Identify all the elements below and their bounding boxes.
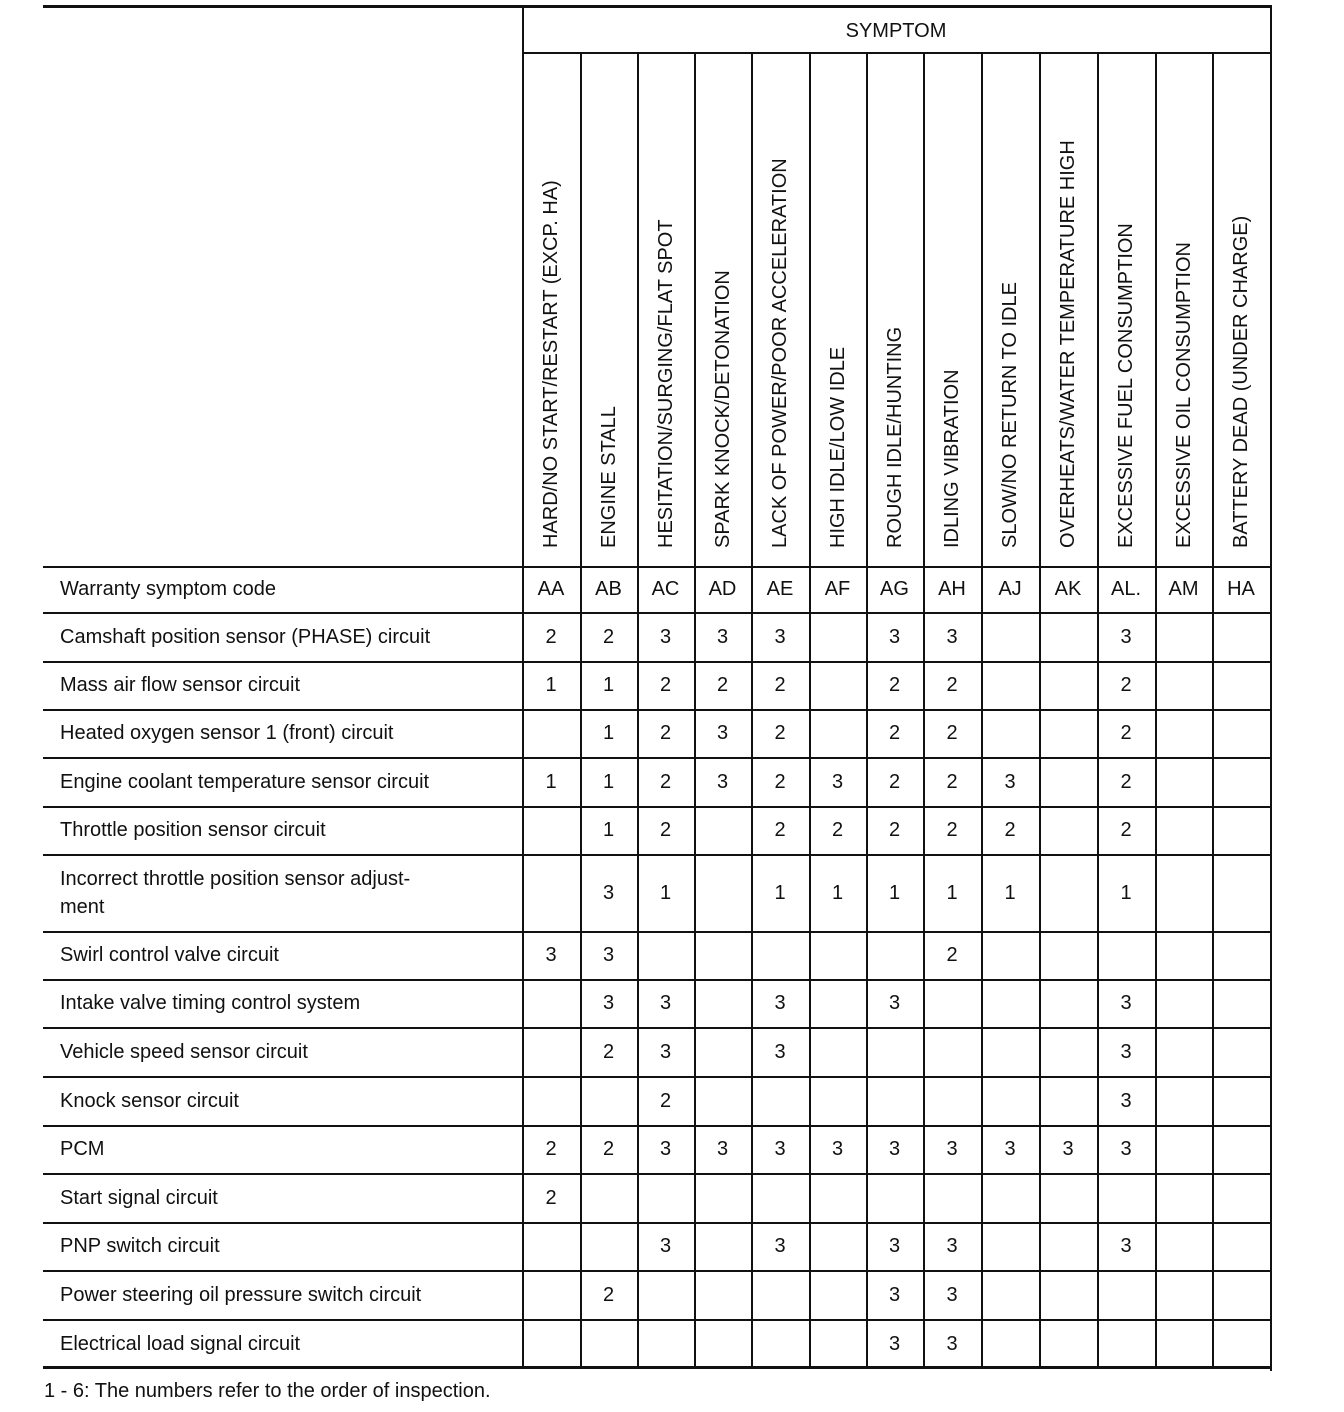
inspection-order-cell [580,1319,637,1368]
symptom-column-header: LACK OF POWER/POOR ACCELERATION [769,158,791,548]
inspection-order-cell [1039,854,1097,931]
inspection-order-cell: 2 [659,674,672,696]
inspection-order-cell [1039,1173,1097,1222]
row-label: PCM [60,1138,105,1160]
inspection-order-cell: 3 [888,1138,901,1160]
inspection-order-cell: 3 [1120,992,1132,1014]
inspection-order-cell: 3 [1120,625,1132,648]
symptom-column-header: OVERHEATS/WATER TEMPERATURE HIGH [1057,140,1079,548]
inspection-order-cell [809,1027,866,1076]
inspection-order-cell [981,661,1039,709]
inspection-order-cell [1097,1173,1155,1222]
inspection-order-cell: 2 [1120,770,1132,793]
inspection-order-cell [1212,1076,1270,1125]
inspection-order-cell: 2 [545,1186,557,1209]
inspection-order-cell [751,1173,809,1222]
inspection-order-cell [1039,1270,1097,1319]
inspection-order-cell: 1 [602,819,615,841]
inspection-order-cell: 3 [774,625,786,648]
inspection-order-cell [809,1319,866,1368]
inspection-order-cell [522,709,580,757]
row-label: Engine coolant temperature sensor circuit [60,770,430,793]
inspection-order-cell [522,1027,580,1076]
inspection-order-cell [1039,1222,1097,1270]
inspection-order-cell: 3 [774,1040,786,1063]
row-label: Incorrect throttle position sensor adjust- ment [60,867,411,918]
inspection-order-cell [981,1027,1039,1076]
inspection-order-cell [751,931,809,979]
inspection-order-cell: 3 [716,1138,729,1160]
inspection-order-cell: 3 [946,1332,958,1355]
inspection-order-cell: 3 [888,625,901,648]
inspection-order-cell: 2 [888,674,901,696]
inspection-order-cell [522,806,580,854]
inspection-order-cell [1039,757,1097,806]
inspection-order-cell: 3 [602,881,615,904]
inspection-order-cell [1212,854,1270,931]
inspection-order-cell [1039,806,1097,854]
row-label: Electrical load signal circuit [60,1332,301,1355]
inspection-order-cell [809,1173,866,1222]
inspection-order-cell [1212,1319,1270,1368]
inspection-order-cell: 2 [888,819,901,841]
warranty-code-cell: AG [880,578,909,600]
inspection-order-cell [694,1173,751,1222]
symptom-column-header: HARD/NO START/RESTART (EXCP. HA) [540,180,562,548]
inspection-order-cell: 3 [946,625,958,648]
inspection-order-cell [637,931,694,979]
inspection-order-cell [1212,931,1270,979]
inspection-order-cell [1097,931,1155,979]
inspection-order-cell: 3 [659,992,672,1014]
inspection-order-cell [694,854,751,931]
inspection-order-cell [866,1076,923,1125]
symptom-column-header: IDLING VIBRATION [941,369,963,548]
inspection-order-cell [1212,1027,1270,1076]
inspection-order-cell [981,1076,1039,1125]
symptom-column-header: HESITATION/SURGING/FLAT SPOT [654,219,677,548]
symptom-column-header: EXCESSIVE FUEL CONSUMPTION [1115,223,1137,548]
inspection-order-cell: 3 [1062,1138,1074,1160]
code-row-label: Warranty symptom code [60,578,276,600]
inspection-order-cell: 1 [1004,881,1016,904]
inspection-order-cell: 1 [946,881,958,904]
inspection-order-cell: 2 [659,819,672,841]
inspection-order-cell [522,1319,580,1368]
inspection-order-cell: 2 [1004,819,1016,841]
inspection-order-cell [923,1027,981,1076]
inspection-order-cell [522,854,580,931]
inspection-order-cell [1039,1319,1097,1368]
inspection-order-cell [981,1222,1039,1270]
inspection-order-cell: 1 [774,881,786,904]
inspection-order-cell: 1 [602,770,615,793]
row-label: Camshaft position sensor (PHASE) circuit [60,625,431,648]
inspection-order-cell [981,1319,1039,1368]
inspection-order-cell: 2 [1120,722,1132,744]
inspection-order-cell: 2 [774,770,786,793]
inspection-order-cell [1212,612,1270,661]
inspection-order-cell [1097,1270,1155,1319]
inspection-order-cell [866,1173,923,1222]
footnote: 1 - 6: The numbers refer to the order of inspection. [44,1380,491,1402]
inspection-order-cell: 3 [602,992,615,1014]
inspection-order-cell [809,931,866,979]
inspection-order-cell: 3 [716,722,729,744]
symptom-column-header: EXCESSIVE OIL CONSUMPTION [1172,242,1195,548]
symptom-column-header: SPARK KNOCK/DETONATION [711,270,734,548]
inspection-order-cell [1155,1173,1212,1222]
row-label: Throttle position sensor circuit [60,819,326,841]
inspection-order-cell: 2 [888,722,901,744]
row-label: Heated oxygen sensor 1 (front) circuit [60,722,394,744]
row-label: Swirl control valve circuit [60,944,279,966]
inspection-order-cell: 3 [1004,770,1016,793]
inspection-order-cell: 1 [545,674,557,696]
inspection-order-cell [1155,661,1212,709]
inspection-order-cell: 2 [888,770,901,793]
inspection-order-cell [1155,1319,1212,1368]
inspection-order-cell: 1 [831,881,844,904]
inspection-order-cell: 3 [774,1235,786,1257]
inspection-order-cell: 3 [1120,1040,1132,1063]
inspection-order-cell [809,612,866,661]
inspection-order-cell: 3 [716,625,729,648]
inspection-order-cell [1155,709,1212,757]
inspection-order-cell [522,979,580,1027]
warranty-code-cell: AM [1168,578,1199,600]
inspection-order-cell [923,1173,981,1222]
inspection-order-cell: 2 [602,1040,615,1063]
inspection-order-cell [1155,979,1212,1027]
row-label: Knock sensor circuit [60,1089,239,1112]
inspection-order-cell: 2 [946,944,958,966]
inspection-order-cell: 2 [946,722,958,744]
inspection-order-cell [1097,1319,1155,1368]
inspection-order-cell [694,979,751,1027]
inspection-order-cell [1212,661,1270,709]
inspection-order-cell [1039,1027,1097,1076]
inspection-order-cell: 1 [602,722,615,744]
inspection-order-cell: 3 [659,1235,672,1257]
inspection-order-cell: 2 [946,674,958,696]
inspection-order-cell [923,1076,981,1125]
inspection-order-cell [1155,1125,1212,1173]
inspection-order-cell [981,612,1039,661]
inspection-order-cell [637,1173,694,1222]
inspection-order-cell: 2 [774,722,786,744]
warranty-code-cell: AB [595,578,622,600]
inspection-order-cell [1039,661,1097,709]
inspection-order-cell [1212,1222,1270,1270]
inspection-order-cell [1212,979,1270,1027]
warranty-code-cell: AJ [998,578,1022,600]
inspection-order-cell: 3 [659,625,672,648]
inspection-order-cell [809,661,866,709]
inspection-order-cell: 3 [716,770,729,793]
inspection-order-cell: 3 [831,1138,844,1160]
inspection-order-cell: 3 [831,770,844,793]
row-label: Mass air flow sensor circuit [60,674,301,696]
symptom-column-header: SLOW/NO RETURN TO IDLE [999,282,1021,548]
inspection-order-cell: 3 [888,1283,901,1306]
inspection-order-cell [522,1222,580,1270]
inspection-order-cell: 3 [1120,1235,1132,1257]
inspection-order-cell [694,1076,751,1125]
inspection-order-cell [637,1319,694,1368]
inspection-order-cell [694,931,751,979]
inspection-order-cell [1212,709,1270,757]
inspection-order-cell [981,931,1039,979]
inspection-order-cell [1039,979,1097,1027]
inspection-order-cell [694,806,751,854]
inspection-order-cell: 3 [774,1138,786,1160]
inspection-order-cell: 3 [946,1283,958,1306]
inspection-order-cell: 3 [602,944,615,966]
table-border-top [43,5,1272,8]
inspection-order-cell: 2 [946,770,958,793]
inspection-order-cell: 3 [1120,1089,1132,1112]
inspection-order-cell [1155,806,1212,854]
inspection-order-cell: 1 [602,674,615,696]
warranty-code-cell: AF [824,578,851,600]
inspection-order-cell: 2 [545,625,557,648]
inspection-order-cell [694,1319,751,1368]
symptom-column-header: BATTERY DEAD (UNDER CHARGE) [1230,215,1252,548]
table-border-right [1270,5,1272,1371]
row-label: PNP switch circuit [60,1235,220,1257]
inspection-order-cell [923,979,981,1027]
inspection-order-cell [1155,1222,1212,1270]
inspection-order-cell [1212,1173,1270,1222]
inspection-order-cell [751,1319,809,1368]
inspection-order-cell [1155,757,1212,806]
inspection-order-cell: 2 [659,770,672,793]
inspection-order-cell [1155,1027,1212,1076]
inspection-order-cell: 2 [602,1283,615,1306]
inspection-order-cell [694,1270,751,1319]
inspection-order-cell: 2 [716,674,729,696]
inspection-order-cell [1212,757,1270,806]
inspection-order-cell: 2 [659,722,672,744]
row-label: Power steering oil pressure switch circuit [60,1283,422,1306]
inspection-order-cell [522,1270,580,1319]
inspection-order-cell [522,1076,580,1125]
warranty-code-cell: AC [651,578,680,600]
inspection-order-cell: 2 [659,1089,672,1112]
warranty-code-cell: HA [1227,578,1255,600]
warranty-code-cell: AA [537,578,565,600]
inspection-order-cell: 2 [1120,819,1132,841]
inspection-order-cell [1155,854,1212,931]
inspection-order-cell: 3 [1004,1138,1016,1160]
warranty-code-cell: AD [708,578,737,600]
symptom-column-header: ROUGH IDLE/HUNTING [883,326,906,548]
inspection-order-cell [866,1027,923,1076]
inspection-order-cell: 2 [774,819,786,841]
inspection-order-cell [1039,1076,1097,1125]
inspection-order-cell: 2 [545,1138,557,1160]
inspection-order-cell [1039,612,1097,661]
inspection-order-cell [809,709,866,757]
warranty-code-cell: AE [766,578,794,600]
inspection-order-cell: 2 [602,625,615,648]
inspection-order-cell [1155,1270,1212,1319]
inspection-order-cell: 2 [774,674,786,696]
inspection-order-cell [981,1270,1039,1319]
symptom-header-rule [522,52,1270,54]
inspection-order-cell [1155,1076,1212,1125]
inspection-order-cell [981,979,1039,1027]
inspection-order-cell [1039,709,1097,757]
inspection-order-cell [981,709,1039,757]
inspection-order-cell [694,1027,751,1076]
inspection-order-cell [580,1173,637,1222]
row-label: Intake valve timing control system [60,992,361,1014]
inspection-order-cell [1155,612,1212,661]
warranty-code-cell: AK [1054,578,1082,600]
inspection-order-cell: 2 [946,819,958,841]
inspection-order-cell: 3 [774,992,786,1014]
inspection-order-cell [1212,806,1270,854]
inspection-order-cell [809,1076,866,1125]
inspection-order-cell: 3 [888,1332,901,1355]
inspection-order-cell: 3 [545,944,557,966]
inspection-order-cell [1212,1270,1270,1319]
inspection-order-cell [1155,931,1212,979]
inspection-order-cell: 3 [1120,1138,1132,1160]
inspection-order-cell: 1 [545,770,557,793]
inspection-order-cell: 1 [888,881,901,904]
symptom-column-header: HIGH IDLE/LOW IDLE [826,346,849,548]
inspection-order-cell [981,1173,1039,1222]
inspection-order-cell [637,1270,694,1319]
inspection-order-cell: 3 [659,1040,672,1063]
inspection-order-cell: 1 [659,881,672,904]
inspection-order-cell: 2 [602,1138,615,1160]
inspection-order-cell: 3 [888,992,901,1014]
inspection-order-cell [866,931,923,979]
inspection-order-cell: 2 [1120,674,1132,696]
inspection-order-cell [580,1222,637,1270]
inspection-order-cell [809,979,866,1027]
warranty-code-cell: AL. [1110,578,1142,600]
inspection-order-cell [751,1270,809,1319]
inspection-order-cell [809,1222,866,1270]
inspection-order-cell [694,1222,751,1270]
symptom-group-header: SYMPTOM [845,19,947,42]
inspection-order-cell [809,1270,866,1319]
inspection-order-cell: 3 [946,1138,958,1160]
warranty-code-cell: AH [938,578,966,600]
inspection-order-cell [1212,1125,1270,1173]
row-label: Start signal circuit [60,1186,218,1209]
inspection-order-cell: 3 [888,1235,901,1257]
inspection-order-cell [1039,931,1097,979]
row-label: Vehicle speed sensor circuit [60,1040,308,1063]
inspection-order-cell: 3 [659,1138,672,1160]
inspection-order-cell [580,1076,637,1125]
inspection-order-cell: 1 [1120,881,1132,904]
inspection-order-cell [751,1076,809,1125]
inspection-order-cell: 3 [946,1235,958,1257]
inspection-order-cell: 2 [831,819,844,841]
symptom-column-header: ENGINE STALL [597,406,620,548]
